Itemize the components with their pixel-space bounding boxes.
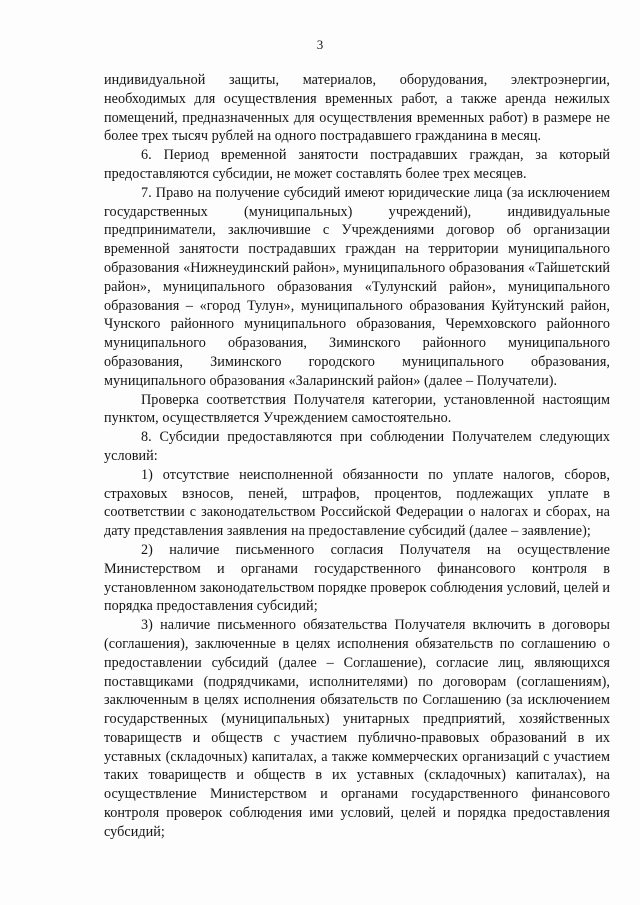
condition-2: 2) наличие письменного согласия Получателя на осуществление Министерством и органами государственного финансового контроля в установленном законодательством порядке проверок соблюдения условий, целей и порядка предоставления субсидий; [104,541,610,615]
page-number: 3 [316,37,324,52]
condition-1: 1) отсутствие неисполненной обязанности по уплате налогов, сборов, страховых взносов, пеней, штрафов, процентов, подлежащих уплате в соответствии с законодательством Российской Федерации о налогах и сборах, на дату представления заявления на предоставление субсидий (далее – заявление); [104,466,610,540]
paragraph-6: 6. Период временной занятости пострадавших граждан, за который предоставляются субсидии, не может составлять более трех месяцев. [104,147,610,182]
condition-3: 3) наличие письменного обязательства Получателя включить в договоры (соглашения), заключенные в целях исполнения обязательств по соглашению о предоставлении субсидий (далее – Соглашение), согласие лиц, являющихся поставщиками (подрядчиками, исполнителями) по договорам (соглашениям), заключенным в целях исполнения обязательств по Соглашению (за исключением государственных (муниципальных) унитарных предприятий, хозяйственных товариществ и обществ с участием публично-правовых образований в их уставных (складочных) капиталах, а также коммерческих организаций с участием таких товариществ и обществ в их уставных (складочных) капиталах), на осуществление Министерством и органами государственного финансового контроля проверок соблюдения ими условий, целей и порядка предоставления субсидий; [104,617,610,840]
document-body [104,71,610,842]
paragraph-8: 8. Субсидии предоставляются при соблюдении Получателем следующих условий: [104,429,610,464]
paragraph-7: 7. Право на получение субсидий имеют юридические лица (за исключением государственных (муниципальных) учреждений), индивидуальные предприниматели, заключившие с Учреждениями договор об организации временной занятости пострадавших граждан на территории муниципального образования «Нижнеудинский район», муниципального образования «Тайшетский район», муниципального образования «Тулунский район», муниципального образования – «город Тулун», муниципального образования Куйтунский район, Чунского районного муниципального образования, Черемховского районного муниципального образования, Зиминского районного муниципального образования, Зиминского городского муниципального образования, муниципального образования «Заларинский район» (далее – Получатели). [104,184,610,389]
paragraph-7-verification: Проверка соответствия Получателя категории, установленной настоящим пунктом, осуществляется Учреждением самостоятельно. [104,391,610,427]
paragraph-continuation: индивидуальной защиты, материалов, оборудования, электроэнергии, необходимых для осуществления временных работ, а также аренда нежилых помещений, предназначенных для осуществления временных работ) в размере не более трех тысяч рублей на одного пострадавшего гражданина в месяц. [104,72,610,145]
